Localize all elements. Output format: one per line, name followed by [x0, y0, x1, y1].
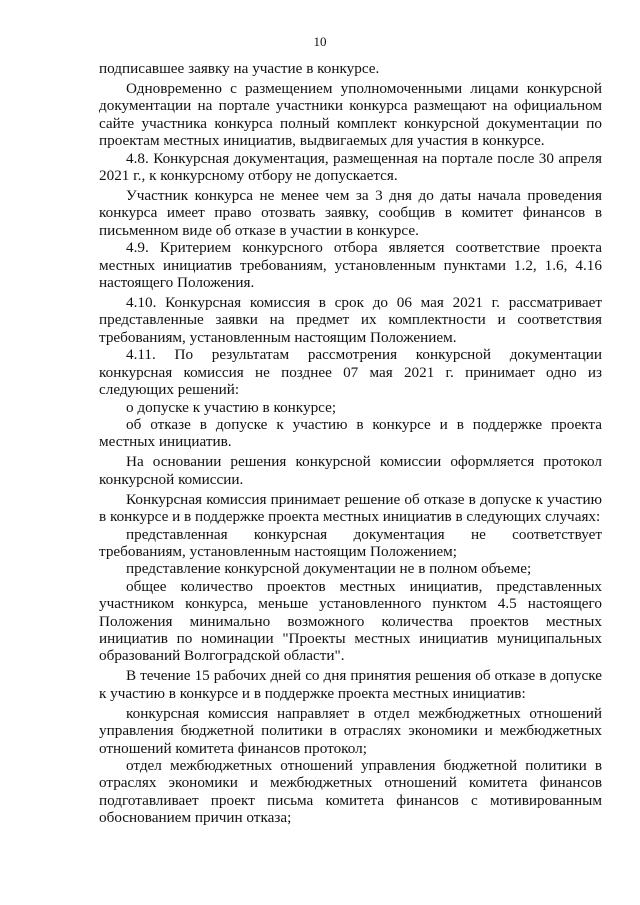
list-item-project-count: общее количество проектов местных инициатив, представленных участником конкурса, меньше установленного пунктом 4.5 настоящего Положения минимально возможного количества проектов местных инициатив по номинации "Проекты местных инициатив муниципальных образований Волгоградской области".	[99, 577, 602, 665]
paragraph-protocol: На основании решения конкурсной комиссии оформляется протокол конкурсной комиссии.	[99, 453, 602, 488]
paragraph-continuation: подписавшее заявку на участие в конкурсе.	[99, 60, 380, 77]
paragraph-withdrawal: Участник конкурса не менее чем за 3 дня до даты начала проведения конкурса имеет право отозвать заявку, сообщив в комитет финансов в письменном виде об отказе в участии в конкурсе.	[99, 187, 602, 239]
paragraph-4-8: 4.8. Конкурсная документация, размещенная на портале после 30 апреля 2021 г., к конкурсному отбору не допускается.	[99, 149, 602, 185]
page-number: 10	[313, 34, 327, 49]
paragraph-simultaneous-posting: Одновременно с размещением уполномоченными лицами конкурсной документации на портале участники конкурса размещают на официальном сайте участника конкурса полный комплект конкурсной документации по проектам местных инициатив, выдвигаемых для участия в конкурсе.	[99, 80, 602, 150]
paragraph-15-days: В течение 15 рабочих дней со дня принятия решения об отказе в допуске к участию в конкурсе и в поддержке проекта местных инициатив:	[99, 667, 602, 702]
list-item-incomplete: представление конкурсной документации не в полном объеме;	[126, 560, 532, 578]
paragraph-4-10: 4.10. Конкурсная комиссия в срок до 06 мая 2021 г. рассматривает представленные заявки на предмет их комплектности и соответствия требованиям, установленным настоящим Положением.	[99, 294, 602, 346]
list-item-noncompliance: представленная конкурсная документация не соответствует требованиям, установленным настоящим Положением;	[99, 525, 602, 560]
list-item-department-prepares: отдел межбюджетных отношений управления бюджетной политики в отраслях экономики и межбюджетных отношений комитета финансов подготавливает проект письма комитета финансов с мотивированным обоснованием причин отказа;	[99, 757, 602, 827]
list-item-commission-sends: конкурсная комиссия направляет в отдел межбюджетных отношений управления бюджетной политики в отраслях экономики и межбюджетных отношений комитета финансов протокол;	[99, 704, 602, 757]
list-item-admission: о допуске к участию в конкурсе;	[126, 398, 337, 416]
paragraph-refusal-cases: Конкурсная комиссия принимает решение об отказе в допуске к участию в конкурсе и в поддержке проекта местных инициатив в следующих случаях:	[99, 490, 602, 526]
list-item-refusal: об отказе в допуске к участию в конкурсе и в поддержке проекта местных инициатив.	[99, 415, 602, 451]
document-body	[99, 60, 602, 827]
paragraph-4-9: 4.9. Критерием конкурсного отбора является соответствие проекта местных инициатив требованиям, установленным пунктами 1.2, 1.6, 4.16 настоящего Положения.	[99, 239, 602, 292]
paragraph-4-11: 4.11. По результатам рассмотрения конкурсной документации конкурсная комиссия не позднее 07 мая 2021 г. принимает одно из следующих решений:	[99, 346, 602, 399]
